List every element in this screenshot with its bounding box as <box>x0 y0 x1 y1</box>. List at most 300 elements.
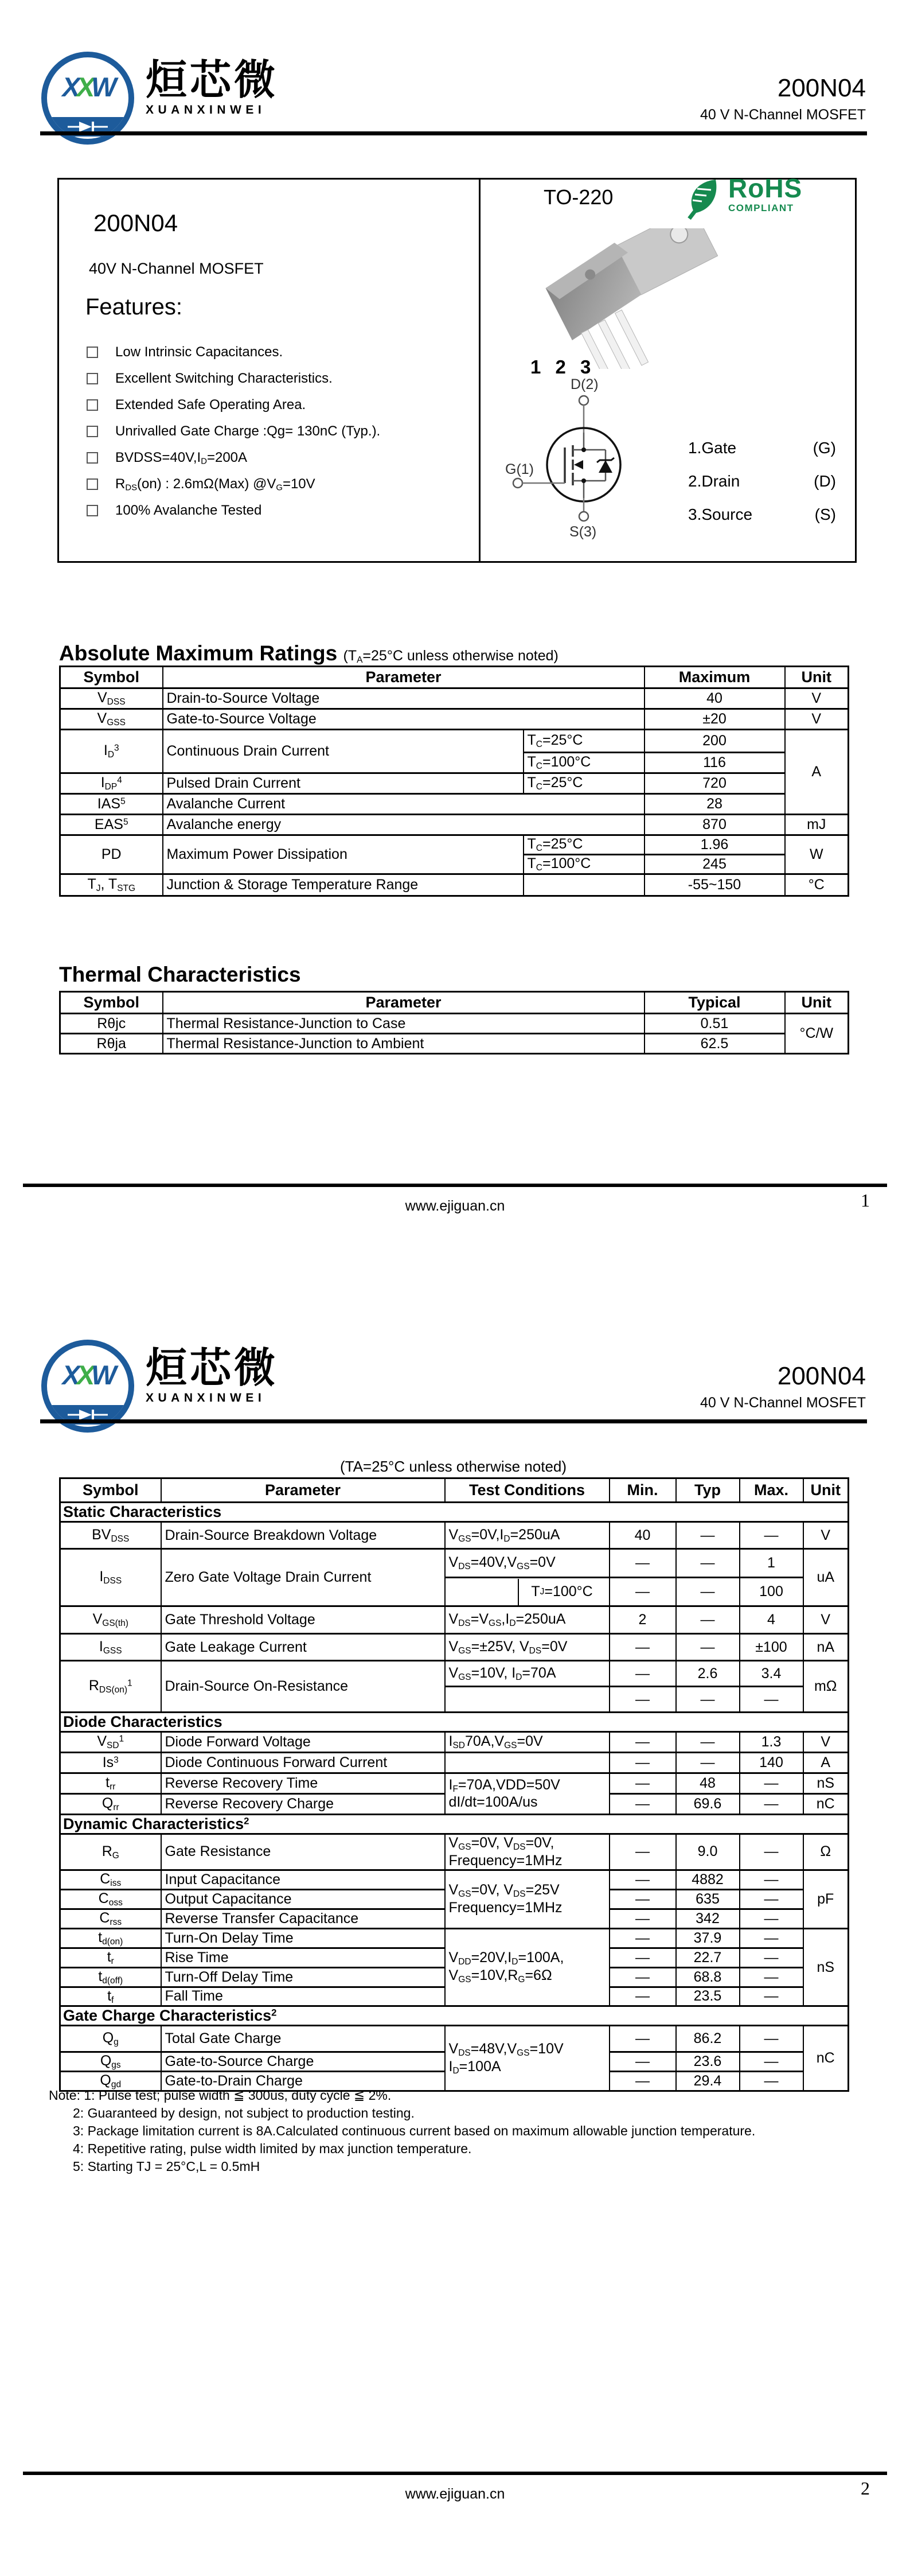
cell-sym: $V_{SD}^1$ <box>60 1732 161 1753</box>
brand-name-en: XUANXINWEI <box>146 103 266 116</box>
cell-typ: 635 <box>676 1889 740 1909</box>
cell-min: — <box>610 1549 676 1578</box>
cell-max: — <box>740 1909 803 1928</box>
table-row <box>60 1661 849 1687</box>
page-header <box>41 52 866 145</box>
cell-typ: 0.51 <box>645 1014 785 1034</box>
cell-max: — <box>740 1928 803 1948</box>
cell-cond: $V_{GS}=0V$, $V_{DS}=25V$ Frequency=1MHz <box>445 1870 610 1928</box>
checkbox-icon <box>87 426 98 437</box>
cell-param: Rise Time <box>161 1948 445 1967</box>
logo-letters: XXW <box>62 1360 114 1390</box>
doc-title-block <box>700 1364 866 1411</box>
cell-min: 2 <box>610 1606 676 1634</box>
cell-param: Drain-Source On-Resistance <box>161 1661 445 1713</box>
cell-sym: $t_{d(off)}$ <box>60 1967 161 1987</box>
cell-max: -55~150 <box>645 874 785 896</box>
summary-part-number: 200N04 <box>93 209 178 236</box>
cell-max: — <box>740 1794 803 1815</box>
cell-typ: — <box>676 1606 740 1634</box>
note-line: 2: Guaranteed by design, not subject to production testing. <box>73 2106 415 2120</box>
absmax-title: Absolute Maximum Ratings ($T_A=25^\circ C$ unless otherwise noted) <box>59 641 559 665</box>
cell-sym: Rθjc <box>60 1014 163 1034</box>
cell-sym: Rθja <box>60 1034 163 1054</box>
cell-typ: — <box>676 1732 740 1753</box>
feature-item <box>87 445 380 471</box>
cell-param: Thermal Resistance-Junction to Ambient <box>163 1034 645 1054</box>
table-row <box>60 1014 849 1034</box>
section-row <box>60 1503 849 1522</box>
rohs-line1: RoHS <box>728 173 803 203</box>
cell-typ: — <box>676 1753 740 1773</box>
footer-rule <box>23 2472 887 2475</box>
cell-sym: $R_{DS(on)}^1$ <box>60 1661 161 1713</box>
cell-cond: $V_{DS}=V_{GS},I_D=250uA$ <box>445 1606 610 1634</box>
doc-title-block <box>700 76 866 123</box>
cell-min: — <box>610 2072 676 2091</box>
section-static: Static Characteristics <box>60 1503 849 1522</box>
cell-sym: $C_{iss}$ <box>60 1870 161 1889</box>
cell-min: — <box>610 1928 676 1948</box>
col-typ: Typ <box>676 1478 740 1503</box>
cell-unit: Ω <box>803 1834 849 1870</box>
cell-sym: $T_J$, $T_{STG}$ <box>60 874 163 896</box>
col-unit: Unit <box>785 992 849 1014</box>
page-number: 1 <box>861 1190 870 1211</box>
feature-item <box>87 497 380 524</box>
cell-cond: $T_C=25^\circ C$ <box>524 835 645 855</box>
feature-text: 100% Avalanche Tested <box>115 503 262 518</box>
cell-max: — <box>740 1773 803 1794</box>
table-header-row <box>60 667 849 688</box>
cell-typ: 62.5 <box>645 1034 785 1054</box>
cell-param: Turn-On Delay Time <box>161 1928 445 1948</box>
cell-param: Thermal Resistance-Junction to Case <box>163 1014 645 1034</box>
part-number: 200N04 <box>777 1362 866 1390</box>
feature-item <box>87 365 380 392</box>
brand-logo <box>41 52 278 145</box>
part-subtitle: 40 V N-Channel MOSFET <box>700 107 866 123</box>
cell-max: 100 <box>740 1578 803 1606</box>
cell-max: — <box>740 2052 803 2072</box>
cell-sym: $Q_{gs}$ <box>60 2052 161 2072</box>
box-divider <box>479 180 481 561</box>
rohs-line2: COMPLIANT <box>728 202 794 213</box>
cell-min: — <box>610 1773 676 1794</box>
cell-cond: $T_C=100^\circ C$ <box>524 855 645 874</box>
cell-param: Drain-to-Source Voltage <box>163 688 645 709</box>
notes-block <box>49 2087 755 2176</box>
table-row <box>60 1834 849 1870</box>
cell-unit: V <box>803 1732 849 1753</box>
cell-cond: $V_{GS}=0V$, $V_{DS}=0V$, Frequency=1MHz <box>445 1834 610 1870</box>
pin-name: 3.Source <box>688 505 753 523</box>
cell-min: — <box>610 1834 676 1870</box>
cell-typ: 2.6 <box>676 1661 740 1687</box>
schematic-gate-label: G(1) <box>505 461 534 477</box>
cell-typ: 23.5 <box>676 1987 740 2006</box>
cell-max: — <box>740 1967 803 1987</box>
cell-param: Gate Leakage Current <box>161 1634 445 1661</box>
cell-cond: $I_F=70A,VDD=50V$ dI/dt=100A/us <box>445 1773 610 1815</box>
table-row <box>60 1870 849 1889</box>
cell-sym: $t_r$ <box>60 1948 161 1967</box>
part-subtitle: 40 V N-Channel MOSFET <box>700 1395 866 1411</box>
cell-max: — <box>740 1889 803 1909</box>
cell-typ: — <box>676 1522 740 1549</box>
cell-max: — <box>740 1948 803 1967</box>
pin-legend-row <box>688 505 836 524</box>
cell-max: — <box>740 1687 803 1713</box>
cell-min: — <box>610 1870 676 1889</box>
pin-abbr: (D) <box>814 472 836 490</box>
cell-param: Reverse Recovery Charge <box>161 1794 445 1815</box>
cell-max: — <box>740 1987 803 2006</box>
cell-unit: V <box>785 688 849 709</box>
cell-typ: 342 <box>676 1909 740 1928</box>
cell-sym: $I_{DSS}$ <box>60 1549 161 1606</box>
cell-sym: $V_{GSS}$ <box>60 709 163 730</box>
leaf-icon <box>686 176 725 221</box>
cell-typ: 48 <box>676 1773 740 1794</box>
table-row <box>60 874 849 896</box>
cell-sym: Is$^3$ <box>60 1753 161 1773</box>
cond-subcell: T J =100°C <box>518 1579 606 1605</box>
feature-text: $BVDSS=40V,I_D=200A$ <box>115 449 248 466</box>
cell-typ: 9.0 <box>676 1834 740 1870</box>
header-rule <box>40 1419 867 1423</box>
cell-param: Reverse Transfer Capacitance <box>161 1909 445 1928</box>
pin-abbr: (S) <box>814 505 836 523</box>
checkbox-icon <box>87 505 98 516</box>
checkbox-icon <box>87 373 98 384</box>
cell-max: 245 <box>645 855 785 874</box>
cell-max: 4 <box>740 1606 803 1634</box>
cell-unit: nS <box>803 1773 849 1794</box>
table-row <box>60 2026 849 2052</box>
cell-param: Gate-to-Source Voltage <box>163 709 645 730</box>
cell-sym: $I_{GSS}$ <box>60 1634 161 1661</box>
cell-param: Diode Continuous Forward Current <box>161 1753 445 1773</box>
section-dynamic: Dynamic Characteristics$^2$ <box>60 1815 849 1834</box>
schematic-source-label: S(3) <box>569 524 597 540</box>
checkbox-icon <box>87 478 98 490</box>
section-row <box>60 1815 849 1834</box>
cell-cond: $V_{DS}=48V,V_{GS}=10V$ $I_D=100A$ <box>445 2026 610 2091</box>
logo-letters: XXW <box>62 72 114 102</box>
cell-max: — <box>740 2026 803 2052</box>
page-header <box>41 1340 866 1433</box>
cell-sym: $BV_{DSS}$ <box>60 1522 161 1549</box>
rohs-logo <box>686 173 803 221</box>
cell-param: Gate Threshold Voltage <box>161 1606 445 1634</box>
cell-unit: V <box>803 1522 849 1549</box>
table-row <box>60 1522 849 1549</box>
cell-unit: nA <box>803 1634 849 1661</box>
cell-typ: 69.6 <box>676 1794 740 1815</box>
cell-sym: $C_{oss}$ <box>60 1889 161 1909</box>
cell-typ: — <box>676 1578 740 1606</box>
table-row <box>60 1732 849 1753</box>
cell-typ: 22.7 <box>676 1948 740 1967</box>
cell-max: — <box>740 1870 803 1889</box>
footer-url: www.ejiguan.cn <box>405 2486 505 2502</box>
cell-sym: IAS$^5$ <box>60 794 163 815</box>
header-rule <box>40 131 867 135</box>
cell-cond: $I_{SD}70A,V_{GS}=0V$ <box>445 1732 610 1753</box>
cell-param: Gate-to-Source Charge <box>161 2052 445 2072</box>
col-symbol: Symbol <box>60 667 163 688</box>
package-pin-numbers: 1 2 3 <box>530 356 591 378</box>
cell-typ: — <box>676 1634 740 1661</box>
brand-logo-mark <box>41 1340 134 1433</box>
table-row <box>60 773 849 794</box>
table-row <box>60 688 849 709</box>
cell-param: Diode Forward Voltage <box>161 1732 445 1753</box>
cell-min: — <box>610 1661 676 1687</box>
note-line: 4: Repetitive rating, pulse width limited by max junction temperature. <box>73 2141 472 2156</box>
table-row <box>60 1928 849 1948</box>
cell-max: ±100 <box>740 1634 803 1661</box>
cell-unit: mJ <box>785 815 849 835</box>
cell-min: 40 <box>610 1522 676 1549</box>
cell-cond: $V_{GS}=10V$, $I_D=70A$ <box>445 1661 610 1687</box>
pin-name: 1.Gate <box>688 439 737 457</box>
feature-text: Unrivalled Gate Charge :Qg= 130nC (Typ.). <box>115 423 381 439</box>
elec-table-note: (TA=25°C unless otherwise noted) <box>339 1458 567 1475</box>
footer-rule <box>23 1184 887 1187</box>
cell-param: Avalanche Current <box>163 794 645 815</box>
cell-typ: — <box>676 1687 740 1713</box>
cell-sym: $I_{DP}^4$ <box>60 773 163 794</box>
cell-min: — <box>610 1967 676 1987</box>
cell-param: Total Gate Charge <box>161 2026 445 2052</box>
feature-item <box>87 392 380 418</box>
cell-sym: $V_{DSS}$ <box>60 688 163 709</box>
cell-param: Gate Resistance <box>161 1834 445 1870</box>
thermal-table <box>59 991 849 1054</box>
cell-param: Continuous Drain Current <box>163 730 524 773</box>
col-maximum: Maximum <box>645 667 785 688</box>
table-row <box>60 730 849 753</box>
cell-min: — <box>610 1794 676 1815</box>
table-row <box>60 1034 849 1054</box>
col-symbol: Symbol <box>60 1478 161 1503</box>
cell-cond: $V_{GS}=\pm 25V$, $V_{DS}=0V$ <box>445 1634 610 1661</box>
cell-min: — <box>610 1987 676 2006</box>
cell-param: Input Capacitance <box>161 1870 445 1889</box>
col-min: Min. <box>610 1478 676 1503</box>
col-conditions: Test Conditions <box>445 1478 610 1503</box>
cell-typ: 29.4 <box>676 2072 740 2091</box>
cell-cond: $T_C=25^\circ C$ <box>524 773 645 794</box>
cell-cond: $T_C=100^\circ C$ <box>524 753 645 773</box>
cell-sym: $R_G$ <box>60 1834 161 1870</box>
cell-max: 3.4 <box>740 1661 803 1687</box>
cell-sym: $V_{GS(th)}$ <box>60 1606 161 1634</box>
footer-url: www.ejiguan.cn <box>405 1198 505 1214</box>
cell-max: 870 <box>645 815 785 835</box>
cell-param: Avalanche energy <box>163 815 645 835</box>
cell-sym: $t_f$ <box>60 1987 161 2006</box>
cell-sym: $Q_{rr}$ <box>60 1794 161 1815</box>
cell-param: Fall Time <box>161 1987 445 2006</box>
brand-name-en: XUANXINWEI <box>146 1391 266 1404</box>
cell-param: Maximum Power Dissipation <box>163 835 524 874</box>
cell-sym: $C_{rss}$ <box>60 1909 161 1928</box>
feature-text: $R_{DS}(on)$ : 2.6mΩ(Max) $@V_G=10V$ <box>115 476 315 493</box>
schematic-drain-label: D(2) <box>571 378 599 392</box>
cell-max: 116 <box>645 753 785 773</box>
note-line: 3: Package limitation current is 8A.Calculated continuous current based on maximum allowable junction temperature. <box>73 2123 756 2138</box>
table-row <box>60 1634 849 1661</box>
brand-name-cn: 烜芯微 <box>146 1345 279 1391</box>
brand-names <box>146 52 278 145</box>
section-row <box>60 1713 849 1732</box>
cell-cond <box>445 1753 610 1773</box>
cell-cond: $T_C=25^\circ C$ <box>524 730 645 753</box>
cell-min: — <box>610 1634 676 1661</box>
cell-param: Reverse Recovery Time <box>161 1773 445 1794</box>
cell-max: 200 <box>645 730 785 753</box>
checkbox-icon <box>87 452 98 464</box>
pin-legend-row <box>688 439 836 457</box>
cell-sym: $I_D^3$ <box>60 730 163 773</box>
cell-cond: $V_{DD}=20V,I_D=100A$, $V_{GS}=10V,R_G=6\Omega$ <box>445 1928 610 2006</box>
part-number: 200N04 <box>777 74 866 102</box>
cell-typ: 68.8 <box>676 1967 740 1987</box>
cell-max: 1.3 <box>740 1732 803 1753</box>
pin-name: 2.Drain <box>688 472 740 490</box>
cell-max: — <box>740 2072 803 2091</box>
cell-min: — <box>610 1909 676 1928</box>
cell-sym: $Q_{gd}$ <box>60 2072 161 2091</box>
cell-unit: V <box>803 1606 849 1634</box>
cell-unit: °C <box>785 874 849 896</box>
checkbox-icon <box>87 347 98 358</box>
cell-min: — <box>610 1578 676 1606</box>
cell-typ: 23.6 <box>676 2052 740 2072</box>
cond-spacer <box>449 1579 518 1605</box>
table-row <box>60 1606 849 1634</box>
cell-cond <box>445 1687 610 1713</box>
cell-param: Zero Gate Voltage Drain Current <box>161 1549 445 1606</box>
cell-max: ±20 <box>645 709 785 730</box>
table-row <box>60 794 849 815</box>
package-photo <box>518 228 736 369</box>
mosfet-schematic <box>501 378 678 541</box>
note-line: Note: 1: Pulse test; pulse width ≦ 300us, duty cycle ≦ 2%. <box>49 2088 392 2103</box>
cell-param: Gate-to-Drain Charge <box>161 2072 445 2091</box>
cell-unit: W <box>785 835 849 874</box>
brand-name-cn: 烜芯微 <box>146 57 279 103</box>
cell-sym: $t_{d(on)}$ <box>60 1928 161 1948</box>
cell-unit: nS <box>803 1928 849 2006</box>
cell-unit: uA <box>803 1549 849 1606</box>
feature-text: Excellent Switching Characteristics. <box>115 371 333 386</box>
table-header-row <box>60 1478 849 1503</box>
feature-item <box>87 339 380 365</box>
cell-unit: nC <box>803 2026 849 2091</box>
cell-typ: 37.9 <box>676 1928 740 1948</box>
cell-min: — <box>610 1948 676 1967</box>
cell-min: — <box>610 2052 676 2072</box>
electrical-table <box>59 1477 849 2092</box>
col-max: Max. <box>740 1478 803 1503</box>
cell-max: 40 <box>645 688 785 709</box>
cell-unit: A <box>803 1753 849 1773</box>
absmax-table <box>59 666 849 897</box>
section-row <box>60 2006 849 2026</box>
table-row <box>60 1753 849 1773</box>
note-line: 5: Starting TJ = 25°C,L = 0.5mH <box>73 2159 260 2174</box>
brand-logo-mark <box>41 52 134 145</box>
cell-typ: — <box>676 1549 740 1578</box>
product-summary-box <box>57 173 857 563</box>
features-title: Features: <box>85 294 182 320</box>
cell-param: Output Capacitance <box>161 1889 445 1909</box>
cell-unit: pF <box>803 1870 849 1928</box>
cell-param: Pulsed Drain Current <box>163 773 524 794</box>
col-typical: Typical <box>645 992 785 1014</box>
cell-unit: mΩ <box>803 1661 849 1713</box>
cell-max: 140 <box>740 1753 803 1773</box>
cell-min: — <box>610 2026 676 2052</box>
section-diode: Diode Characteristics <box>60 1713 849 1732</box>
col-unit: Unit <box>803 1478 849 1503</box>
cell-cond: $V_{DS}=40V,V_{GS}=0V$ <box>445 1549 610 1578</box>
cell-min: — <box>610 1753 676 1773</box>
cell-min: — <box>610 1889 676 1909</box>
cell-max: 1 <box>740 1549 803 1578</box>
cell-min: — <box>610 1687 676 1713</box>
cell-cond: $V_{GS}=0V,I_D=250uA$ <box>445 1522 610 1549</box>
table-row <box>60 1549 849 1578</box>
cell-max: — <box>740 1522 803 1549</box>
page-number: 2 <box>861 2478 870 2499</box>
feature-item <box>87 418 380 445</box>
table-row <box>60 1773 849 1794</box>
cell-typ: 4882 <box>676 1870 740 1889</box>
page-2 <box>0 1288 910 2576</box>
cell-unit: nC <box>803 1794 849 1815</box>
cell-param: Turn-Off Delay Time <box>161 1967 445 1987</box>
cell-max: 1.96 <box>645 835 785 855</box>
table-header-row <box>60 992 849 1014</box>
col-unit: Unit <box>785 667 849 688</box>
cell-max: 28 <box>645 794 785 815</box>
feature-text: Extended Safe Operating Area. <box>115 397 306 413</box>
features-list <box>87 339 380 524</box>
cell-cond <box>524 874 645 896</box>
pin-legend <box>688 439 836 539</box>
cell-param: Junction & Storage Temperature Range <box>163 874 524 896</box>
cell-unit: A <box>785 730 849 815</box>
col-parameter: Parameter <box>161 1478 445 1503</box>
col-parameter: Parameter <box>163 992 645 1014</box>
cell-typ: 86.2 <box>676 2026 740 2052</box>
feature-item <box>87 471 380 497</box>
cell-sym: $t_{rr}$ <box>60 1773 161 1794</box>
brand-names <box>146 1340 278 1433</box>
brand-logo <box>41 1340 278 1433</box>
table-row <box>60 835 849 855</box>
cell-max: 720 <box>645 773 785 794</box>
thermal-title: Thermal Characteristics <box>59 963 301 986</box>
rohs-text <box>728 173 803 214</box>
cell-sym: EAS$^5$ <box>60 815 163 835</box>
cell-sym: $Q_g$ <box>60 2026 161 2052</box>
